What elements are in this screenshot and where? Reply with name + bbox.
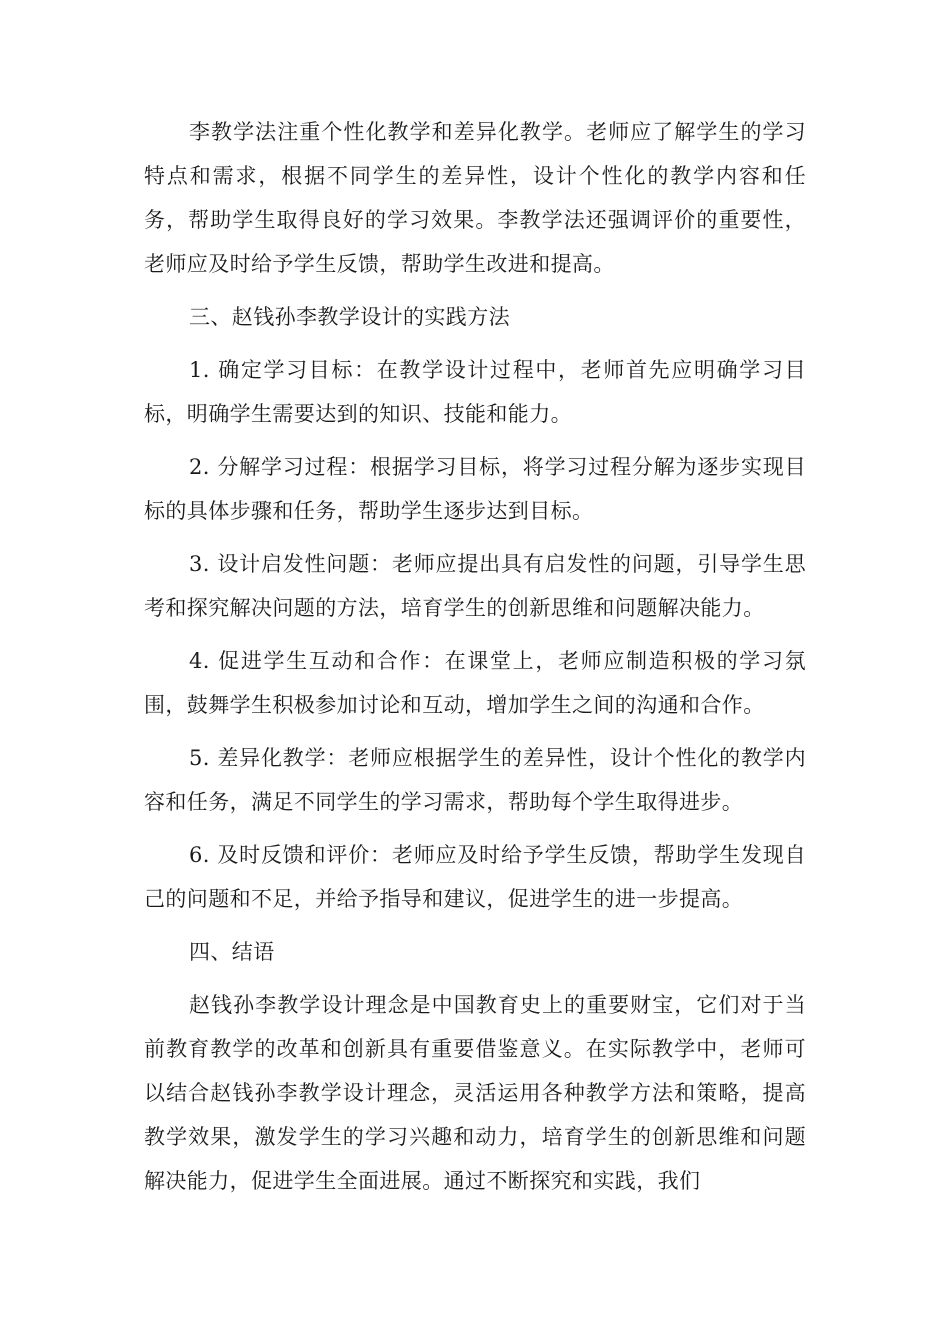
list-item-6-feedback: 6. 及时反馈和评价：老师应及时给予学生反馈，帮助学生发现自己的问题和不足，并给予指导和建议，促进学生的进一步提高。	[144, 843, 806, 911]
section-heading-practice-methods: 三、赵钱孙李教学设计的实践方法	[189, 305, 510, 329]
list-item-3-heuristic-questions: 3. 设计启发性问题：老师应提出具有启发性的问题，引导学生思考和探究解决问题的方法，培育学生的创新思维和问题解决能力。	[144, 552, 806, 620]
section-heading-conclusion: 四、结语	[189, 940, 275, 964]
list-item-4-interaction: 4. 促进学生互动和合作：在课堂上，老师应制造积极的学习氛围，鼓舞学生积极参加讨论和互动，增加学生之间的沟通和合作。	[144, 649, 806, 717]
document-page	[144, 110, 806, 1212]
list-item-2-learning-process: 2. 分解学习过程：根据学习目标，将学习过程分解为逐步实现目标的具体步骤和任务，帮助学生逐步达到目标。	[144, 455, 806, 523]
paragraph-conclusion: 赵钱孙李教学设计理念是中国教育史上的重要财宝，它们对于当前教育教学的改革和创新具有重要借鉴意义。在实际教学中，老师可以结合赵钱孙李教学设计理念，灵活运用各种教学方法和策略，提高教学效果，激发学生的学习兴趣和动力，培育学生的创新思维和问题解决能力，促进学生全面进展。通过不断探究和实践，我们	[144, 993, 806, 1193]
list-item-1-learning-goals: 1. 确定学习目标：在教学设计过程中，老师首先应明确学习目标，明确学生需要达到的知识、技能和能力。	[144, 358, 806, 426]
paragraph-li-method: 李教学法注重个性化教学和差异化教学。老师应了解学生的学习特点和需求，根据不同学生的差异性，设计个性化的教学内容和任务，帮助学生取得良好的学习效果。李教学法还强调评价的重要性，老师应及时给予学生反馈，帮助学生改进和提高。	[144, 120, 806, 276]
list-item-5-differentiation: 5. 差异化教学：老师应根据学生的差异性，设计个性化的教学内容和任务，满足不同学生的学习需求，帮助每个学生取得进步。	[144, 746, 806, 814]
